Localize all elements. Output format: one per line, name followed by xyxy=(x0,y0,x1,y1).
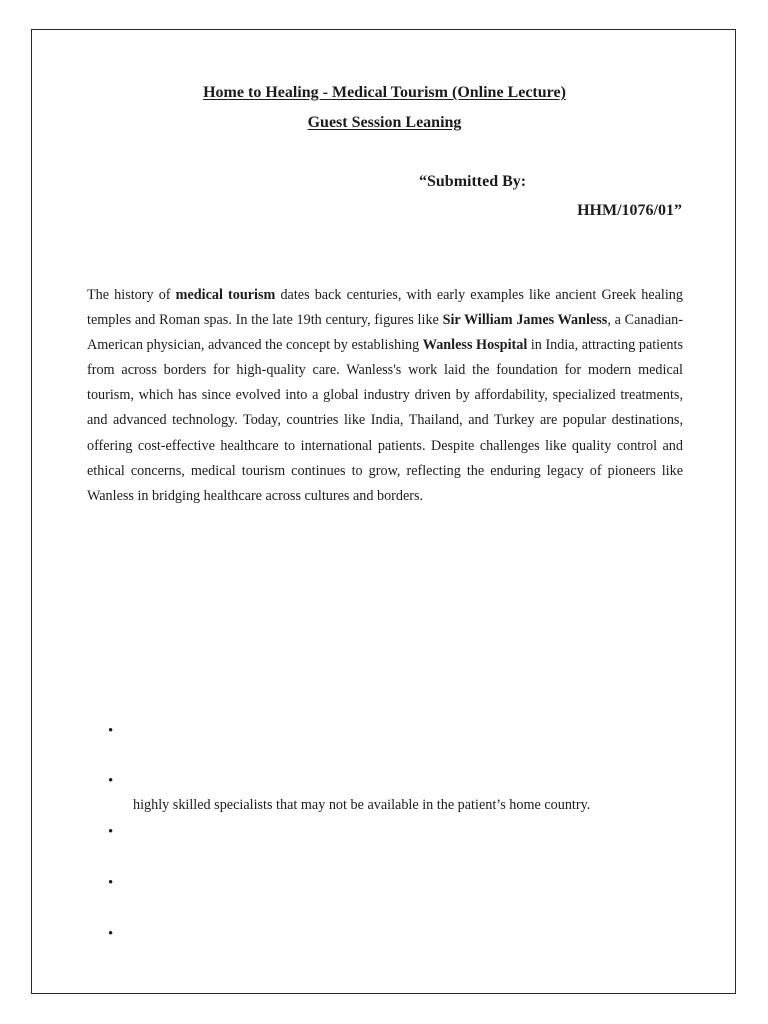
bullet-list xyxy=(32,30,737,995)
bullet-marker: • xyxy=(108,723,114,739)
bullet-marker: • xyxy=(108,773,114,789)
paragraph-text: dates back centuries, with early examples like ancient Greek healing temples and Roman spas. In the late 19th century, figures like xyxy=(87,287,683,329)
bullet-marker: • xyxy=(108,875,114,891)
document-title: Home to Healing - Medical Tourism (Online Lecture) xyxy=(203,84,566,101)
paragraph-text: in India, attracting patients from across borders for high-quality care. Wanless's work laid the foundation for modern medical tourism, which has since evolved into a global industry driven by affordability, specialized treatments, and advanced technology. Today, countries like India, Thailand, and Turkey are popular destinations, offering cost-effective healthcare to international patients. Despite challenges like quality control and ethical concerns, medical tourism continues to grow, reflecting the enduring legacy of pioneers like Wanless in bridging healthcare across cultures and borders. xyxy=(87,337,683,504)
bullet-item-text: highly skilled specialists that may not be available in the patient’s home country. xyxy=(133,797,591,813)
bold-term-wanless-hospital: Wanless Hospital xyxy=(422,337,528,354)
document-subtitle: Guest Session Leaning xyxy=(307,114,462,131)
document-page xyxy=(31,29,736,994)
paragraph-text: The history of xyxy=(87,287,176,303)
paragraph-text: , a Canadian-American physician, advanced the concept by establishing xyxy=(87,312,683,354)
submitter-id: HHM/1076/01” xyxy=(577,202,682,219)
bullet-marker: • xyxy=(108,926,114,942)
bold-term-medical-tourism: medical tourism xyxy=(175,287,276,303)
bullet-marker: • xyxy=(108,824,114,840)
submitted-by-label: “Submitted By: xyxy=(419,173,527,190)
bold-term-wanless-name: Sir William James Wanless xyxy=(442,312,608,329)
